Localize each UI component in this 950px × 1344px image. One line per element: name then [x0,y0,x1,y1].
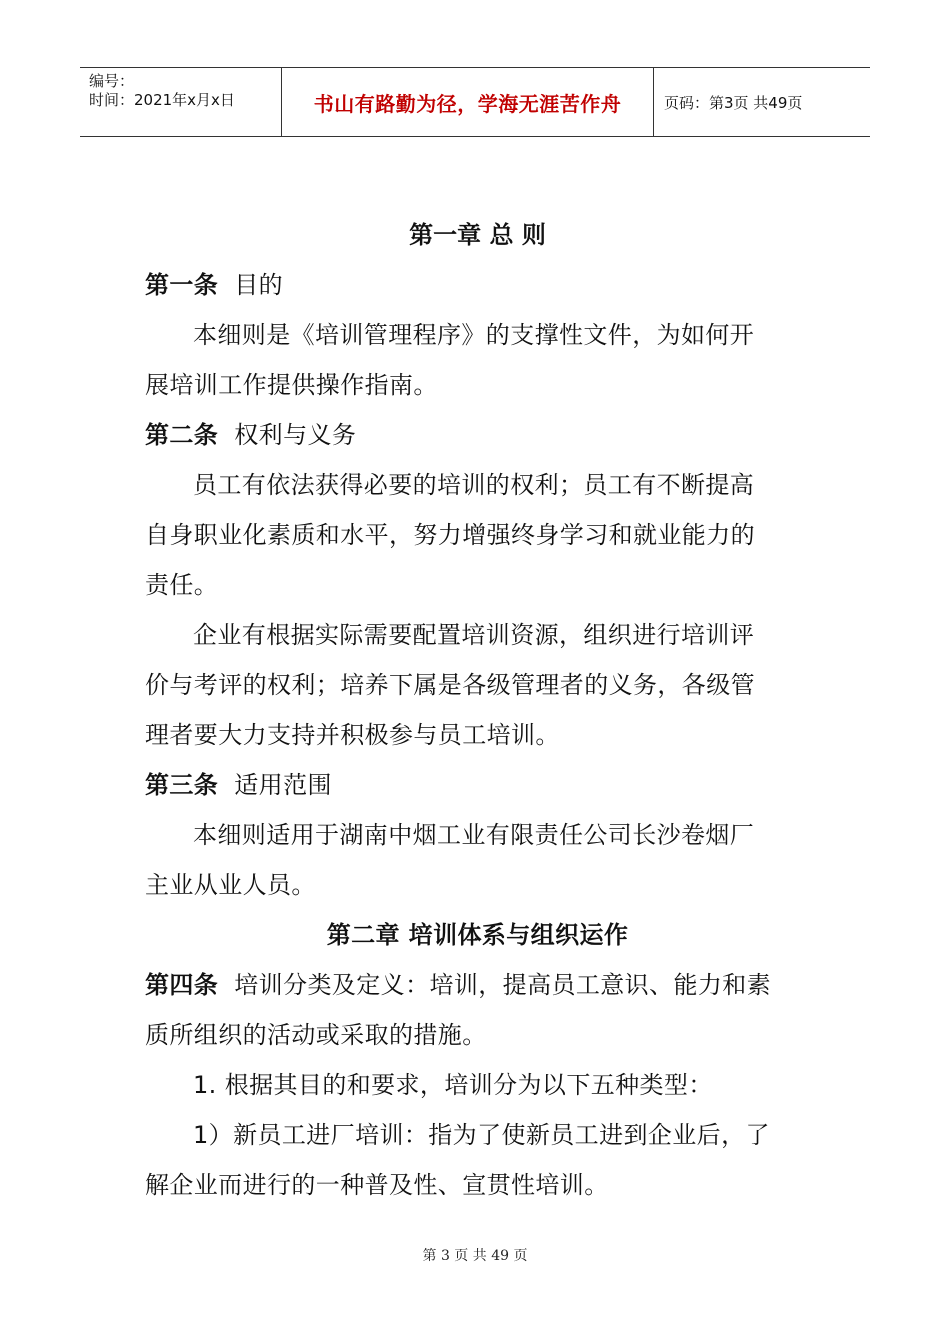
page-footer: 第 3 页 共 49 页 [422,1248,528,1264]
paragraph-line: 解企业而进行的一种普及性、宣贯性培训。 [145,1171,609,1199]
article-1-heading [145,260,810,310]
article-label: 第一条 [145,271,219,299]
list-item: 1. 根据其目的和要求，培训分为以下五种类型： [193,1071,713,1099]
article-label: 第四条 [145,971,219,999]
article-text: 培训分类及定义：培训，提高员工意识、能力和素 [234,971,772,999]
header-motto-cell [281,68,654,136]
paragraph-line: 主业从业人员。 [145,871,316,899]
article-2-heading [145,410,810,460]
chapter-1-title: 第一章 总 则 [409,221,546,249]
header-meta [80,68,281,136]
paragraph-line: 价与考评的权利；培养下属是各级管理者的义务，各级管 [145,671,755,699]
paragraph-line: 责任。 [145,571,219,599]
article-3-heading [145,760,810,810]
header-page-info [654,68,870,136]
article-title: 权利与义务 [234,421,357,449]
time-label: 时间：2021年x月x日 [89,91,235,109]
paragraph-line: 展培训工作提供操作指南。 [145,371,438,399]
article-title: 适用范围 [234,771,332,799]
document-body [145,210,810,1210]
article-label: 第二条 [145,421,219,449]
paragraph-line: 自身职业化素质和水平，努力增强终身学习和就业能力的 [145,521,755,549]
paragraph-line: 员工有依法获得必要的培训的权利；员工有不断提高 [193,471,755,499]
paragraph-line: 质所组织的活动或采取的措施。 [145,1021,487,1049]
chapter-2-title: 第二章 培训体系与组织运作 [326,921,629,949]
page-header [80,67,870,137]
paragraph-line: 理者要大力支持并积极参与员工培训。 [145,721,560,749]
number-label: 编号： [89,72,135,90]
motto: 书山有路勤为径，学海无涯苦作舟 [313,91,622,116]
page-info: 页码：第3页 共49页 [664,93,803,112]
paragraph-line: 本细则是《培训管理程序》的支撑性文件，为如何开 [193,321,755,349]
paragraph-line: 企业有根据实际需要配置培训资源，组织进行培训评 [193,621,755,649]
article-title: 目的 [234,271,284,299]
paragraph-line: 本细则适用于湖南中烟工业有限责任公司长沙卷烟厂 [193,821,755,849]
article-label: 第三条 [145,771,219,799]
article-4-heading [145,960,810,1010]
list-item: 1）新员工进厂培训：指为了使新员工进到企业后，了 [193,1121,770,1149]
